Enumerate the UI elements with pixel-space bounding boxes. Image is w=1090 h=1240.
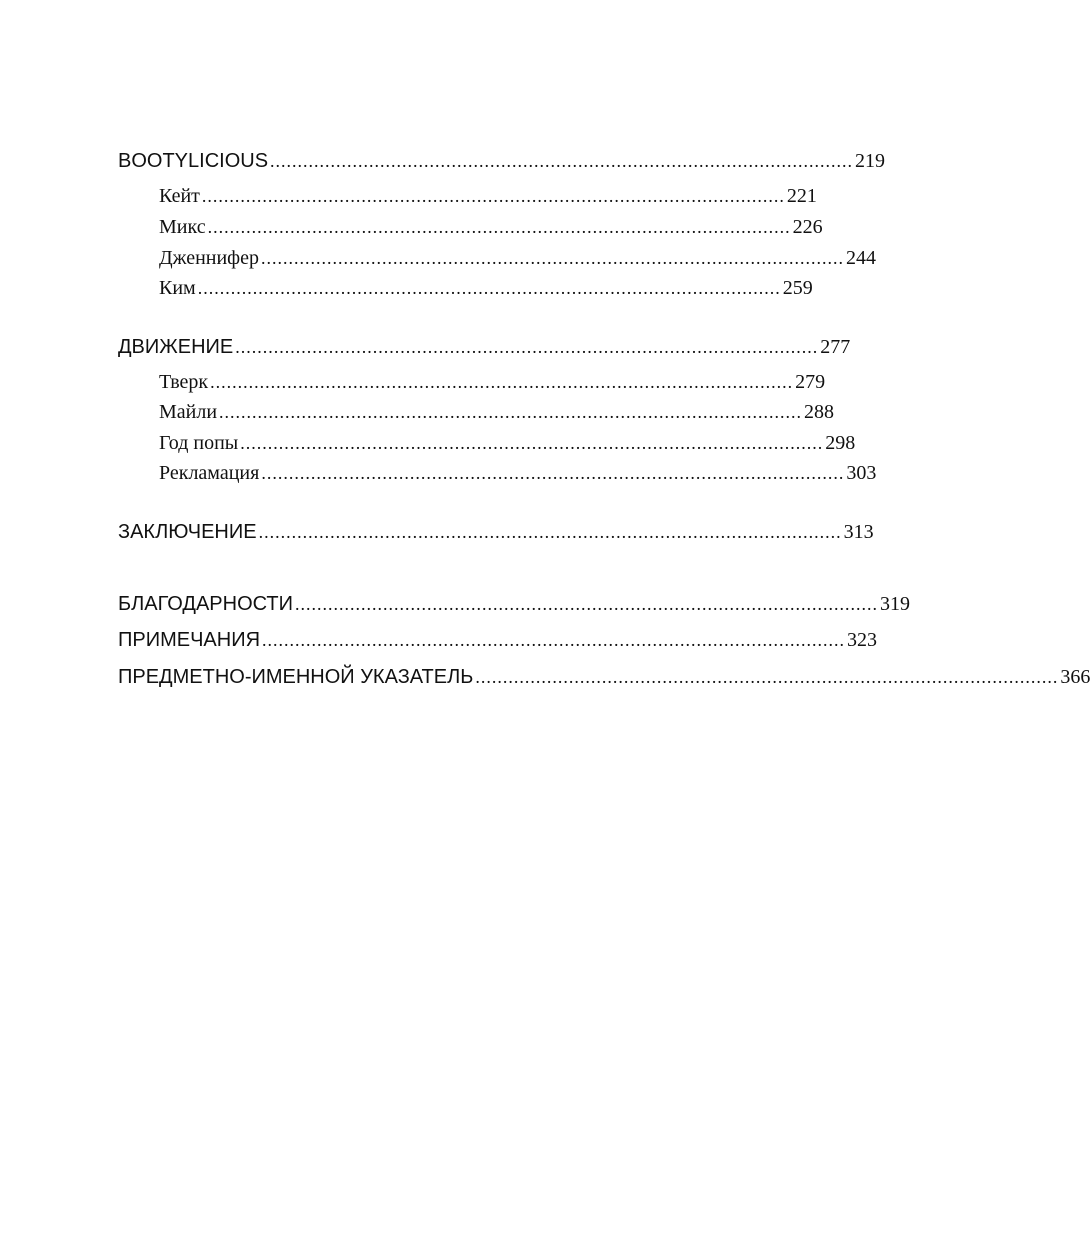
toc-entry-page: 279: [795, 371, 826, 393]
toc-entry-title: Майли: [159, 401, 218, 423]
dot-leader: ..........................................................................................................: [270, 151, 854, 171]
dot-leader: ..........................................................................................................: [258, 522, 842, 542]
toc-entry-page: 244: [846, 247, 877, 269]
toc-entry-title: Тверк: [159, 371, 209, 393]
toc-entry-title: Дженнифер: [159, 247, 260, 269]
toc-entry-title: Год попы: [159, 432, 239, 454]
toc-entry-mayli[interactable]: [159, 401, 835, 424]
toc-entry-page: 319: [880, 593, 911, 615]
toc-entry-page: 313: [843, 521, 874, 543]
toc-entry-kim[interactable]: [159, 277, 813, 300]
dot-leader: ..........................................................................................................: [261, 463, 845, 483]
toc-entry-title: Ким: [159, 277, 196, 299]
toc-entry-dzhennifer[interactable]: [159, 247, 877, 270]
toc-entry-page: 219: [855, 150, 886, 172]
dot-leader: ..........................................................................................................: [295, 594, 879, 614]
toc-entry-page: 366: [1060, 666, 1090, 688]
toc-entry-title: БЛАГОДАРНОСТИ: [118, 593, 294, 615]
toc-entry-page: 221: [786, 185, 817, 207]
toc-entry-title: Кейт: [159, 185, 200, 207]
dot-leader: ..........................................................................................................: [201, 186, 785, 206]
toc-entry-title: ДВИЖЕНИЕ: [118, 336, 234, 358]
toc-entry-keyt[interactable]: [159, 185, 817, 208]
dot-leader: ..........................................................................................................: [235, 337, 819, 357]
toc-entry-title: BOOTYLICIOUS: [118, 150, 269, 172]
toc-entry-page: 303: [846, 462, 877, 484]
toc-entry-title: ПРЕДМЕТНО-ИМЕННОЙ УКАЗАТЕЛЬ: [118, 666, 474, 688]
toc-entry-god-popy[interactable]: [159, 432, 856, 455]
toc-entry-page: 288: [804, 401, 835, 423]
dot-leader: ..........................................................................................................: [240, 433, 824, 453]
toc-entry-title: ПРИМЕЧАНИЯ: [118, 629, 261, 651]
toc-entry-tverk[interactable]: [159, 371, 826, 394]
toc-entry-page: 226: [792, 216, 823, 238]
dot-leader: ..........................................................................................................: [261, 248, 845, 268]
toc-entry-page: 277: [820, 336, 851, 358]
toc-entry-page: 298: [825, 432, 856, 454]
toc-entry-page: 323: [847, 629, 878, 651]
dot-leader: ..........................................................................................................: [207, 217, 791, 237]
dot-leader: ..........................................................................................................: [219, 402, 803, 422]
toc-entry-title: Микс: [159, 216, 206, 238]
toc-entry-predmetno-imennoy-ukazatel[interactable]: [118, 666, 1090, 689]
dot-leader: ..........................................................................................................: [210, 372, 794, 392]
dot-leader: ..........................................................................................................: [197, 278, 781, 298]
toc-entry-dvizhenie[interactable]: [118, 336, 851, 359]
toc-entry-primechaniya[interactable]: [118, 629, 878, 652]
dot-leader: ..........................................................................................................: [262, 630, 846, 650]
toc-entry-miks[interactable]: [159, 216, 823, 239]
toc-entry-reklamatsiya[interactable]: [159, 462, 877, 485]
toc-entry-page: 259: [782, 277, 813, 299]
toc-entry-title: Рекламация: [159, 462, 260, 484]
toc-entry-zaklyuchenie[interactable]: [118, 521, 874, 544]
toc-entry-bootylicious[interactable]: [118, 150, 886, 173]
toc-entry-title: ЗАКЛЮЧЕНИЕ: [118, 521, 257, 543]
toc-entry-blagodarnosti[interactable]: [118, 593, 911, 616]
dot-leader: ..........................................................................................................: [475, 667, 1059, 687]
